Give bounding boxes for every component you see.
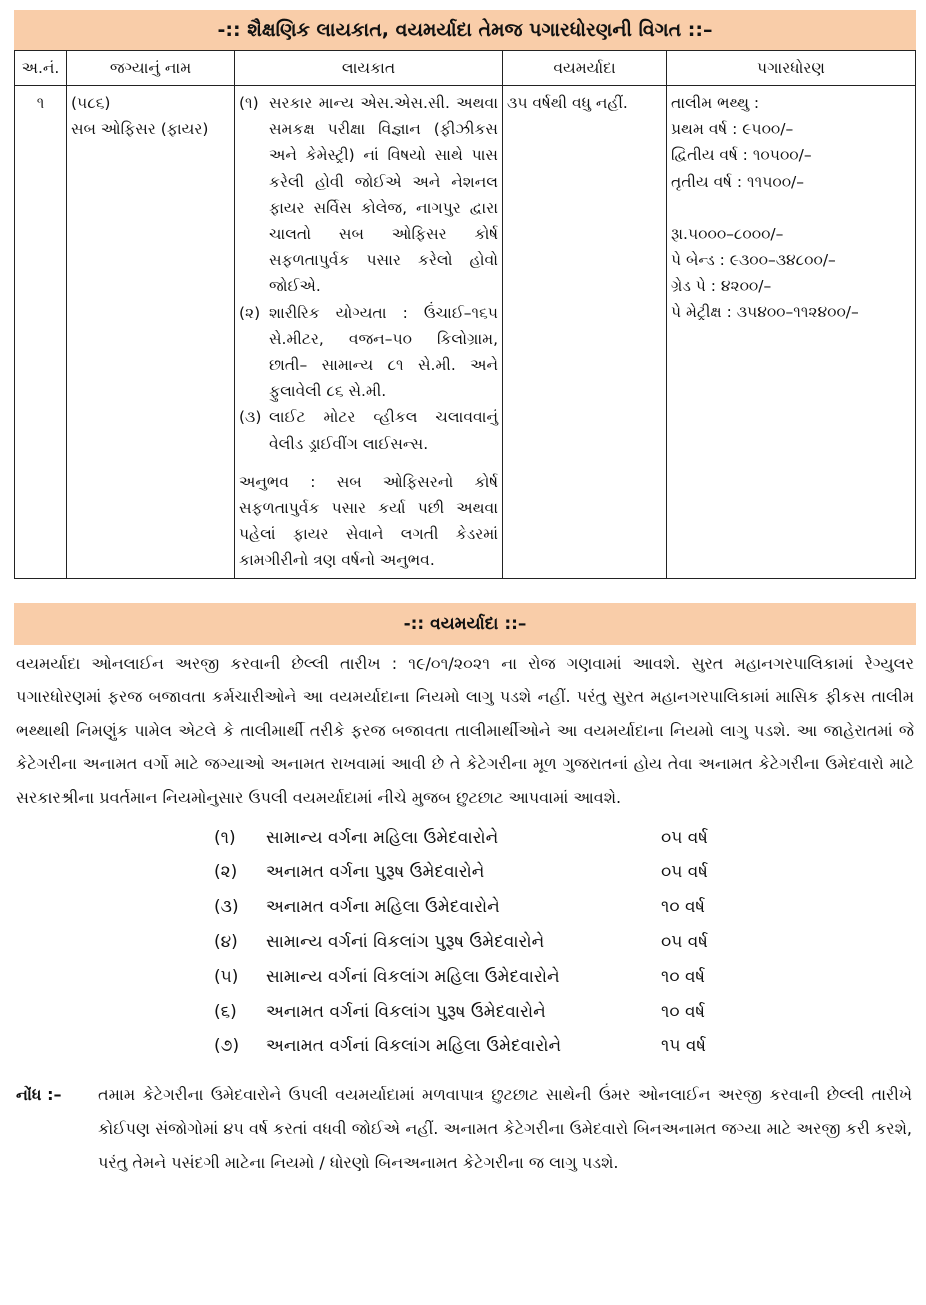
qualification-text: શારીરિક યોગ્યતા : ઉંચાઈ–૧૬૫ સે.મીટર, વજન–૫૦ કિલોગ્રામ, છાતી– સામાન્ય ૮૧ સે.મી. અને ફુલાવેલી ૮૬ સે.મી.	[269, 303, 498, 401]
relaxation-years: ૧૦ વર્ષ	[661, 897, 706, 918]
list-item	[14, 855, 916, 890]
experience-text: અનુભવ : સબ ઓફિસરનો કોર્ષ સફળતાપુર્વક પસાર કર્યા પછી અથવા પહેલાં ફાયર સેવાને લગતી કેડરમાં કામગીરીનો ત્રણ વર્ષનો અનુભવ.	[239, 472, 498, 570]
stipend-year-2: દ્વિતીય વર્ષ : ૧૦૫૦૦/–	[671, 146, 812, 165]
relaxation-years: ૦૫ વર્ષ	[661, 862, 708, 883]
note-text: તમામ કેટેગરીના ઉમેદવારોને ઉપલી વયમર્યાદામાં મળવાપાત્ર છુટછાટ સાથેની ઉંમર ઓનલાઈન અરજી કરવાની છેલ્લી તારીખે કોઈપણ સંજોગોમાં ૪૫ વર્ષ કરતાં વધવી જોઈએ નહીં. અનામત કેટેગરીના ઉમેદવારો બિનઅનામત જગ્યા માટે અરજી કરી કરશે, પરંતુ તેમને પસંદગી માટેના નિયમો / ધોરણો બિનઅનામત કેટેગરીના જ લાગુ પડશે.	[98, 1085, 912, 1173]
pay-scale-old: રૂા.૫૦૦૦–૮૦૦૦/–	[671, 224, 784, 243]
relaxation-number: (૪)	[214, 932, 238, 953]
post-name: સબ ઓફિસર (ફાયર)	[71, 120, 209, 139]
column-header-post: જગ્યાનું નામ	[67, 51, 235, 86]
post-code: (૫૮૬)	[71, 94, 111, 112]
pay-matrix: પે મેટ્રીક્ષ : ૩૫૪૦૦–૧૧૨૪૦૦/–	[671, 303, 859, 322]
relaxation-label: અનામત વર્ગનાં વિકલાંગ પુરૂષ ઉમેદવારોને	[266, 1001, 546, 1022]
list-item	[14, 960, 916, 995]
pay-band: પે બેન્ડ : ૯૩૦૦–૩૪૮૦૦/–	[671, 251, 836, 270]
relaxation-number: (૭)	[214, 1036, 240, 1057]
relaxation-number: (૨)	[214, 862, 238, 883]
pay-scale-cell	[667, 86, 916, 579]
table-header-row	[15, 51, 916, 86]
stipend-year-1: પ્રથમ વર્ષ : ૯૫૦૦/–	[671, 120, 794, 139]
age-limit-banner: -:: વયમર્યાદા ::–	[14, 603, 916, 645]
post-name-cell	[67, 86, 235, 579]
note-block	[14, 1078, 916, 1180]
relaxation-label: સામાન્ય વર્ગનાં વિકલાંગ મહિલા ઉમેદવારોને	[266, 966, 560, 987]
relaxation-number: (૩)	[214, 897, 239, 918]
list-item	[14, 890, 916, 925]
relaxation-label: સામાન્ય વર્ગના મહિલા ઉમેદવારોને	[266, 827, 499, 848]
table-row	[15, 86, 916, 579]
age-limit-paragraph: વયમર્યાદા ઓનલાઈન અરજી કરવાની છેલ્લી તારીખ : ૧૯/૦૧/૨૦૨૧ ના રોજ ગણવામાં આવશે. સુરત મહાનગરપાલિકામાં રેગ્યુલર પગારધોરણમાં ફરજ બજાવતા કર્મચારીઓને આ વયમર્યાદાના નિયમો લાગુ પડશે નહીં. પરંતુ સુરત મહાનગરપાલિકામાં માસિક ફીકસ તાલીમ ભથ્થાથી નિમણુંક પામેલ એટલે કે તાલીમાર્થી તરીકે ફરજ બજાવતા તાલીમાર્થીઓને આ વયમર્યાદાના નિયમો લાગુ પડશે. આ જાહેરાતમાં જે કેટેગરીના અનામત વર્ગો માટે જગ્યાઓ અનામત રાખવામાં આવી છે તે કેટેગરીના મૂળ ગુજરાતનાં હોય તેવા અનામત કેટેગરીના ઉમેદવારો માટે સરકારશ્રીના પ્રવર્તમાન નિયમોનુસાર ઉપલી વયમર્યાદામાં નીચે મુજબ છુટછાટ આપવામાં આવશે.	[16, 653, 914, 808]
stipend-label: તાલીમ ભથ્થુ :	[671, 94, 760, 112]
qualification-text: લાઈટ મોટર વ્હીકલ ચલાવવાનું વેલીડ ડ્રાઈવીંગ લાઈસન્સ.	[269, 408, 498, 453]
relaxation-number: (૫)	[214, 966, 239, 987]
list-item	[14, 925, 916, 960]
relaxation-number: (૬)	[214, 1001, 237, 1022]
relaxation-years: ૧૦ વર્ષ	[661, 966, 706, 987]
column-header-pay-scale: પગારધોરણ	[667, 51, 916, 86]
relaxation-years: ૧૫ વર્ષ	[661, 1036, 706, 1057]
stipend-year-3: તૃતીય વર્ષ : ૧૧૫૦૦/–	[671, 172, 805, 191]
qualification-text: સરકાર માન્ય એસ.એસ.સી. અથવા સમકક્ષ પરીક્ષા વિજ્ઞાન (ફીઝીકસ અને કેમેસ્ટ્રી) નાં વિષયો સાથે પાસ કરેલી હોવી જોઈએ અને નેશનલ ફાયર સર્વિસ કોલેજ, નાગપુર દ્વારા ચાલતો સબ ઓફિસર કોર્ષ સફળતાપુર્વક પસાર કરેલો હોવો જોઈએ.	[269, 94, 498, 296]
section-title-banner: -:: શૈક્ષણિક લાયકાત, વયમર્યાદા તેમજ પગારધોરણની વિગત ::–	[14, 10, 916, 50]
sr-number-cell: ૧	[15, 86, 67, 579]
relaxation-label: અનામત વર્ગનાં વિકલાંગ મહિલા ઉમેદવારોને	[266, 1036, 562, 1057]
qualification-item	[239, 300, 498, 405]
relaxation-number: (૧)	[214, 827, 236, 848]
column-header-age-limit: વયમર્યાદા	[503, 51, 667, 86]
qualification-cell	[235, 86, 503, 579]
qualification-number: (૧)	[239, 94, 259, 112]
column-header-sr: અ.નં.	[15, 51, 67, 86]
grade-pay: ગ્રેડ પે : ૪૨૦૦/–	[671, 277, 772, 296]
list-item	[14, 821, 916, 856]
relaxation-label: અનામત વર્ગના પુરૂષ ઉમેદવારોને	[266, 862, 485, 883]
qualification-item	[239, 404, 498, 456]
relaxation-years: ૧૦ વર્ષ	[661, 1001, 706, 1022]
qualification-item	[239, 90, 498, 300]
relaxation-years: ૦૫ વર્ષ	[661, 827, 708, 848]
age-limit-cell: ૩૫ વર્ષથી વધુ નહીં.	[503, 86, 667, 579]
list-item	[14, 995, 916, 1030]
relaxation-label: સામાન્ય વર્ગનાં વિકલાંગ પુરૂષ ઉમેદવારોને	[266, 932, 545, 953]
post-details-table	[14, 50, 916, 579]
relaxation-years: ૦૫ વર્ષ	[661, 932, 708, 953]
list-item	[14, 1029, 916, 1064]
note-label: નોંધ :–	[16, 1085, 62, 1105]
qualification-number: (૨)	[239, 303, 261, 322]
qualification-number: (૩)	[239, 408, 262, 427]
document-page	[14, 10, 916, 1180]
relaxation-label: અનામત વર્ગના મહિલા ઉમેદવારોને	[266, 897, 500, 918]
age-relaxation-list	[14, 821, 916, 1065]
column-header-qualification: લાયકાત	[235, 51, 503, 86]
